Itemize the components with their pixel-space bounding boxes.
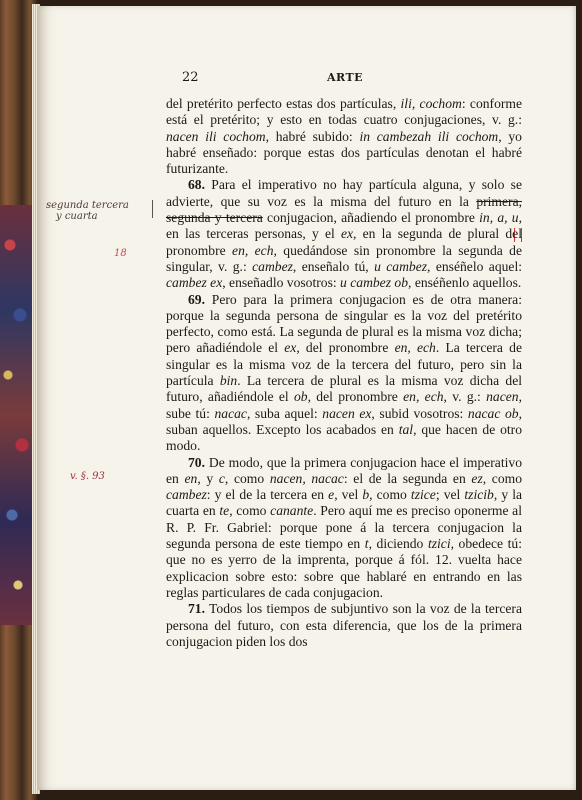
section-number: 68.	[188, 177, 205, 193]
margin-note-number: 18	[114, 248, 127, 259]
italic-term: ex	[284, 340, 297, 356]
text-run: , enséñenlo aquellos.	[408, 275, 522, 291]
text-run: , sube tú:	[166, 389, 522, 421]
text-run: , quedándose sin pronombre la segunda de singular, v. g.:	[166, 242, 523, 274]
text-run: , suba aquel:	[246, 405, 323, 421]
text-run: , v. g.:	[443, 389, 487, 405]
italic-term: cambez	[252, 258, 293, 274]
italic-term: nacen ili cochom	[166, 128, 266, 144]
italic-term: canante	[270, 503, 314, 519]
section-number: 71.	[188, 601, 205, 617]
text-run: , en las terceras personas, y el	[166, 210, 523, 242]
italic-term: en, ech	[232, 242, 274, 258]
text-run: Pero para la primera conjugacion es de otra manera: porque la segunda persona de singular es la voz del pretérito perfecto, como está. La segunda de plural es la misma voz dicha; pero añadiéndole el	[166, 291, 522, 356]
italic-term: u cambez	[374, 258, 428, 274]
italic-term: e	[328, 487, 335, 503]
italic-term: nacen	[486, 389, 519, 405]
paragraph-continued	[166, 96, 522, 177]
italic-term: u cambez ob	[340, 275, 409, 291]
body-text	[166, 96, 522, 650]
italic-term: ili, cochom	[400, 96, 462, 111]
italic-term: cambez ex	[166, 275, 223, 291]
italic-term: ex	[340, 226, 354, 242]
margin-note-reference: v. §. 93	[70, 471, 105, 482]
section-number: 70.	[188, 454, 205, 470]
text-run: , habré subido:	[265, 128, 360, 144]
text-run: , como	[224, 470, 270, 486]
italic-term: tal	[398, 421, 414, 437]
text-run: , como	[482, 470, 523, 486]
text-run: , enseñadlo vosotros:	[222, 275, 341, 291]
italic-term: te	[219, 503, 230, 519]
italic-term: c	[218, 470, 225, 486]
italic-term: en, ech	[403, 389, 444, 405]
text-run: , que hacen de otro modo.	[166, 421, 522, 454]
paragraph-68	[166, 177, 522, 291]
text-run: De modo, que la primera conjugacion hace el imperativo en	[166, 454, 522, 486]
text-run: . La tercera de plural es la misma voz dicha del futuro, añadiéndole el	[166, 373, 523, 405]
text-run: Todos los tiempos de subjuntivo son la voz de la tercera persona del futuro, con esta diferencia, que los de la primera conjugacion piden los dos	[166, 601, 522, 649]
text-run: , en la segunda de plural del pronombre	[166, 226, 522, 258]
italic-term: t	[364, 536, 369, 552]
italic-term: in cambezah ili cochom	[359, 128, 499, 144]
text-run: , del pronombre	[307, 389, 404, 405]
margin-note-handwritten	[46, 200, 129, 222]
text-run: ; vel	[435, 487, 465, 503]
italic-term: b	[362, 487, 370, 503]
text-run: , y	[197, 470, 219, 486]
text-run: , como	[369, 487, 411, 503]
text-run: , como	[229, 503, 271, 519]
text-run: . La tercera de singular es la misma voz de la tercera del futuro, pero sin la partícula	[166, 340, 522, 389]
page-number: 22	[182, 70, 199, 85]
text-run: . Pero aquí me es preciso oponerme al R. P. Fr. Gabriel: porque pone á la tercera conjugacion la segunda persona de este tiempo en	[166, 503, 522, 552]
margin-bracket-mark	[152, 200, 153, 218]
margin-note-line: y cuarta	[56, 211, 98, 222]
text-run: , obedece tú: que no es yerro de la imprenta, porque á fól. 12. vuelta hace explicacion sobre esto: sobre que hablaré en entrando en las reglas particulares de cada conjugacion.	[166, 536, 523, 600]
italic-term: bin	[219, 373, 238, 389]
section-number: 69.	[188, 291, 205, 307]
italic-term: ez	[471, 470, 483, 486]
italic-term: nacen, nacac	[269, 470, 344, 486]
text-run: , y la cuarta en	[166, 487, 523, 519]
text-run: , del pronombre	[296, 340, 395, 356]
italic-term: nacac	[214, 405, 247, 421]
text-run: : conforme está el pretérito; y esto en todas cuatro conjugaciones, v. g.:	[166, 96, 523, 128]
text-run: , enseñalo tú,	[292, 258, 375, 274]
italic-term: nacen ex	[322, 405, 372, 421]
margin-note-line: segunda tercera	[46, 200, 129, 211]
italic-term: en	[184, 470, 198, 486]
text-run: , vel	[334, 487, 363, 503]
italic-term: ob	[294, 389, 308, 405]
struck-text: primera, segunda y tercera	[166, 193, 522, 226]
text-run: , subid vosotros:	[371, 405, 468, 421]
running-head: ARTE	[327, 71, 364, 84]
marbled-endpaper	[0, 205, 32, 625]
italic-term: in, a, u	[479, 210, 519, 226]
paragraph-70	[166, 455, 522, 602]
text-run: del pretérito perfecto estas dos partículas,	[166, 96, 401, 111]
text-run: : el de la segunda en	[343, 470, 472, 486]
text-run: , suban aquellos. Excepto los acabados en	[166, 405, 522, 437]
text-run: , enséñelo aquel:	[427, 258, 523, 274]
text-run: Para el imperativo no hay partícula alguna, y solo se advierte, que su voz es la misma del futuro en la	[166, 177, 522, 209]
paragraph-71	[166, 601, 522, 650]
italic-term: tzice	[410, 487, 436, 503]
text-run: : y el de la tercera en	[206, 487, 329, 503]
italic-term: nacac ob	[467, 405, 519, 421]
text-run: , diciendo	[368, 536, 428, 552]
text-run: , yo habré enseñado: porque estas dos partículas denotan el habré futurizante.	[166, 128, 522, 177]
italic-term: cambez	[166, 487, 207, 503]
italic-term: tzici	[427, 536, 451, 552]
italic-term: en, ech	[394, 340, 436, 356]
text-run: conjugacion, añadiendo el pronombre	[262, 210, 480, 226]
paragraph-69	[166, 292, 522, 455]
italic-term: tzicib	[464, 487, 494, 503]
